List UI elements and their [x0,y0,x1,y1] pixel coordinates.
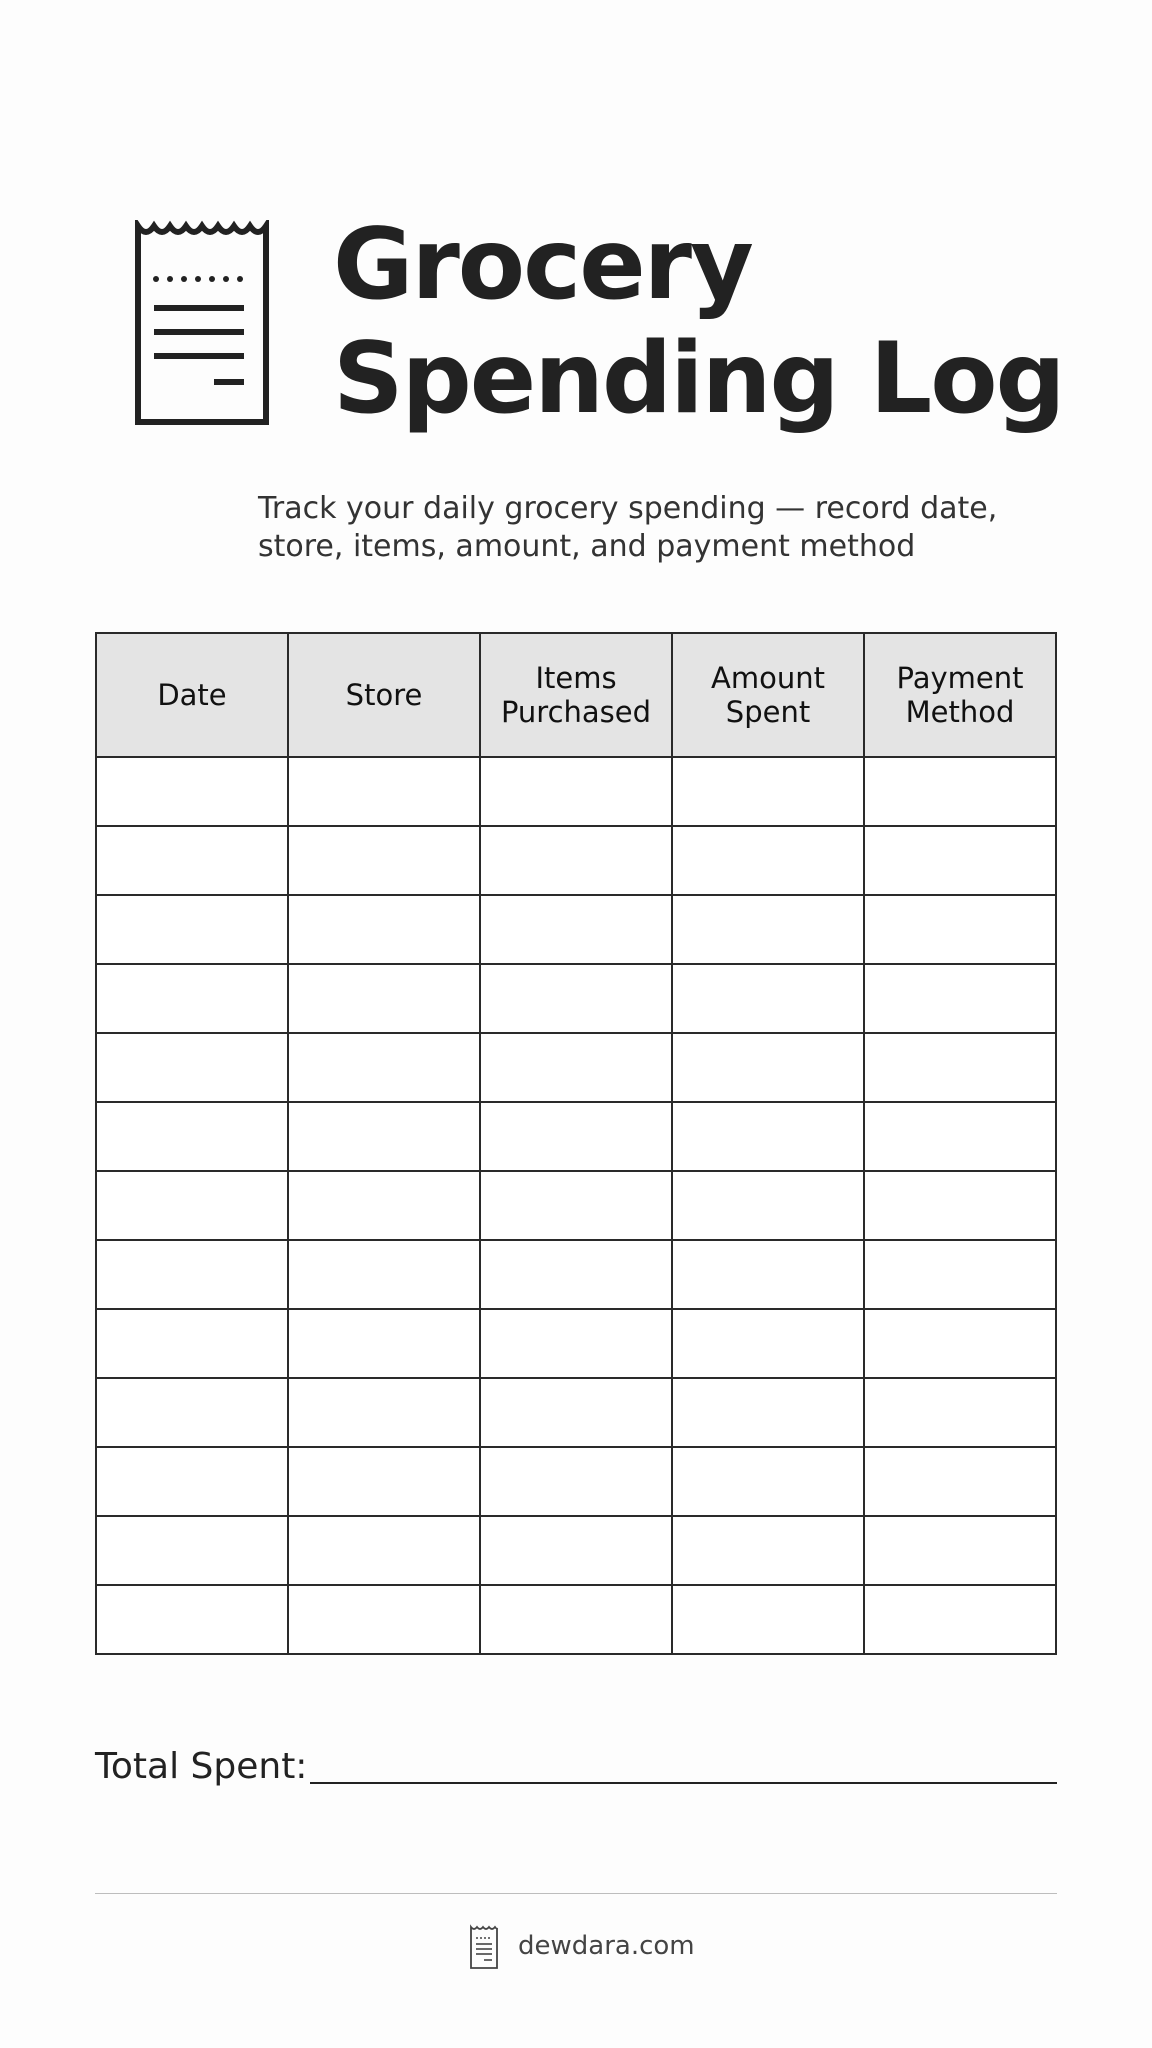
table-cell[interactable] [864,964,1056,1033]
table-cell[interactable] [672,1378,864,1447]
table-cell[interactable] [672,757,864,826]
table-cell[interactable] [480,895,672,964]
table-row [96,895,1056,964]
table-cell[interactable] [288,1309,480,1378]
table-cell[interactable] [480,1171,672,1240]
table-cell[interactable] [96,1309,288,1378]
table-cell[interactable] [288,1240,480,1309]
column-header-date [96,633,288,757]
table-cell[interactable] [672,1102,864,1171]
total-spent-line[interactable] [310,1782,1057,1784]
table-cell[interactable] [480,826,672,895]
column-header-payment-method [864,633,1056,757]
table-cell[interactable] [288,1447,480,1516]
column-header-amount-spent [672,633,864,757]
table-cell[interactable] [864,1585,1056,1654]
table-cell[interactable] [480,1585,672,1654]
table-row [96,1240,1056,1309]
total-spent-label: Total Spent: [95,1746,308,1787]
table-cell[interactable] [672,895,864,964]
table-row [96,1447,1056,1516]
table-body [96,757,1056,1654]
table-cell[interactable] [480,1102,672,1171]
table-cell[interactable] [672,1516,864,1585]
table-cell[interactable] [672,1585,864,1654]
column-header-label: Items [535,661,617,695]
table-cell[interactable] [672,1240,864,1309]
table-cell[interactable] [864,1171,1056,1240]
table-row [96,1516,1056,1585]
table-row [96,964,1056,1033]
table-cell[interactable] [480,757,672,826]
table-cell[interactable] [672,826,864,895]
table-cell[interactable] [288,1378,480,1447]
footer-divider [95,1893,1057,1894]
table-row [96,1585,1056,1654]
table-cell[interactable] [96,826,288,895]
table-cell[interactable] [288,1102,480,1171]
column-header-label: Date [157,678,227,712]
table-cell[interactable] [96,1585,288,1654]
table-cell[interactable] [480,1033,672,1102]
table-row [96,1171,1056,1240]
table-cell[interactable] [480,1240,672,1309]
table-cell[interactable] [864,1447,1056,1516]
table-cell[interactable] [288,895,480,964]
footer-brand: dewdara.com [518,1931,695,1961]
table-cell[interactable] [96,1447,288,1516]
column-header-store [288,633,480,757]
table-cell[interactable] [288,826,480,895]
column-header-label: Payment [896,661,1024,695]
table-cell[interactable] [480,1516,672,1585]
table-cell[interactable] [96,757,288,826]
table-row [96,1102,1056,1171]
column-header-label: Method [905,695,1015,729]
table-header-row [96,633,1056,757]
table-cell[interactable] [864,826,1056,895]
table-cell[interactable] [96,964,288,1033]
column-header-label: Purchased [500,695,652,729]
receipt-icon [134,220,270,426]
table-cell[interactable] [96,1378,288,1447]
table-cell[interactable] [864,757,1056,826]
table-row [96,1033,1056,1102]
title-line-1: Grocery [333,208,752,322]
table-cell[interactable] [672,1309,864,1378]
table-cell[interactable] [288,1585,480,1654]
table-cell[interactable] [864,1378,1056,1447]
table-cell[interactable] [864,1309,1056,1378]
table-row [96,757,1056,826]
column-header-items-purchased [480,633,672,757]
table-cell[interactable] [864,1102,1056,1171]
table-cell[interactable] [96,1516,288,1585]
table-cell[interactable] [480,1309,672,1378]
subtitle-line-1: Track your daily grocery spending — record date, [258,491,998,526]
table-cell[interactable] [480,1447,672,1516]
table-cell[interactable] [672,1033,864,1102]
table-cell[interactable] [864,895,1056,964]
table-cell[interactable] [864,1240,1056,1309]
subtitle-line-2: store, items, amount, and payment method [258,529,916,564]
column-header-label: Spent [725,695,811,729]
table-cell[interactable] [480,964,672,1033]
table-row [96,826,1056,895]
table-cell[interactable] [288,964,480,1033]
table-cell[interactable] [288,1516,480,1585]
page-subtitle [258,490,1058,566]
table-cell[interactable] [288,1171,480,1240]
table-row [96,1309,1056,1378]
table-row [96,1378,1056,1447]
table-cell[interactable] [96,1033,288,1102]
table-cell[interactable] [672,1447,864,1516]
column-header-label: Store [345,678,423,712]
table-cell[interactable] [672,1171,864,1240]
table-cell[interactable] [96,1171,288,1240]
title-line-2: Spending Log [333,322,1064,436]
receipt-icon [469,1924,499,1970]
table-cell[interactable] [96,1102,288,1171]
table-cell[interactable] [672,964,864,1033]
table-cell[interactable] [288,757,480,826]
table-cell[interactable] [864,1033,1056,1102]
table-cell[interactable] [480,1378,672,1447]
table-cell[interactable] [864,1516,1056,1585]
page-title [333,208,1064,436]
column-header-label: Amount [711,661,825,695]
table-cell[interactable] [288,1033,480,1102]
table-cell[interactable] [96,895,288,964]
table-cell[interactable] [96,1240,288,1309]
spending-table [95,632,1057,1655]
